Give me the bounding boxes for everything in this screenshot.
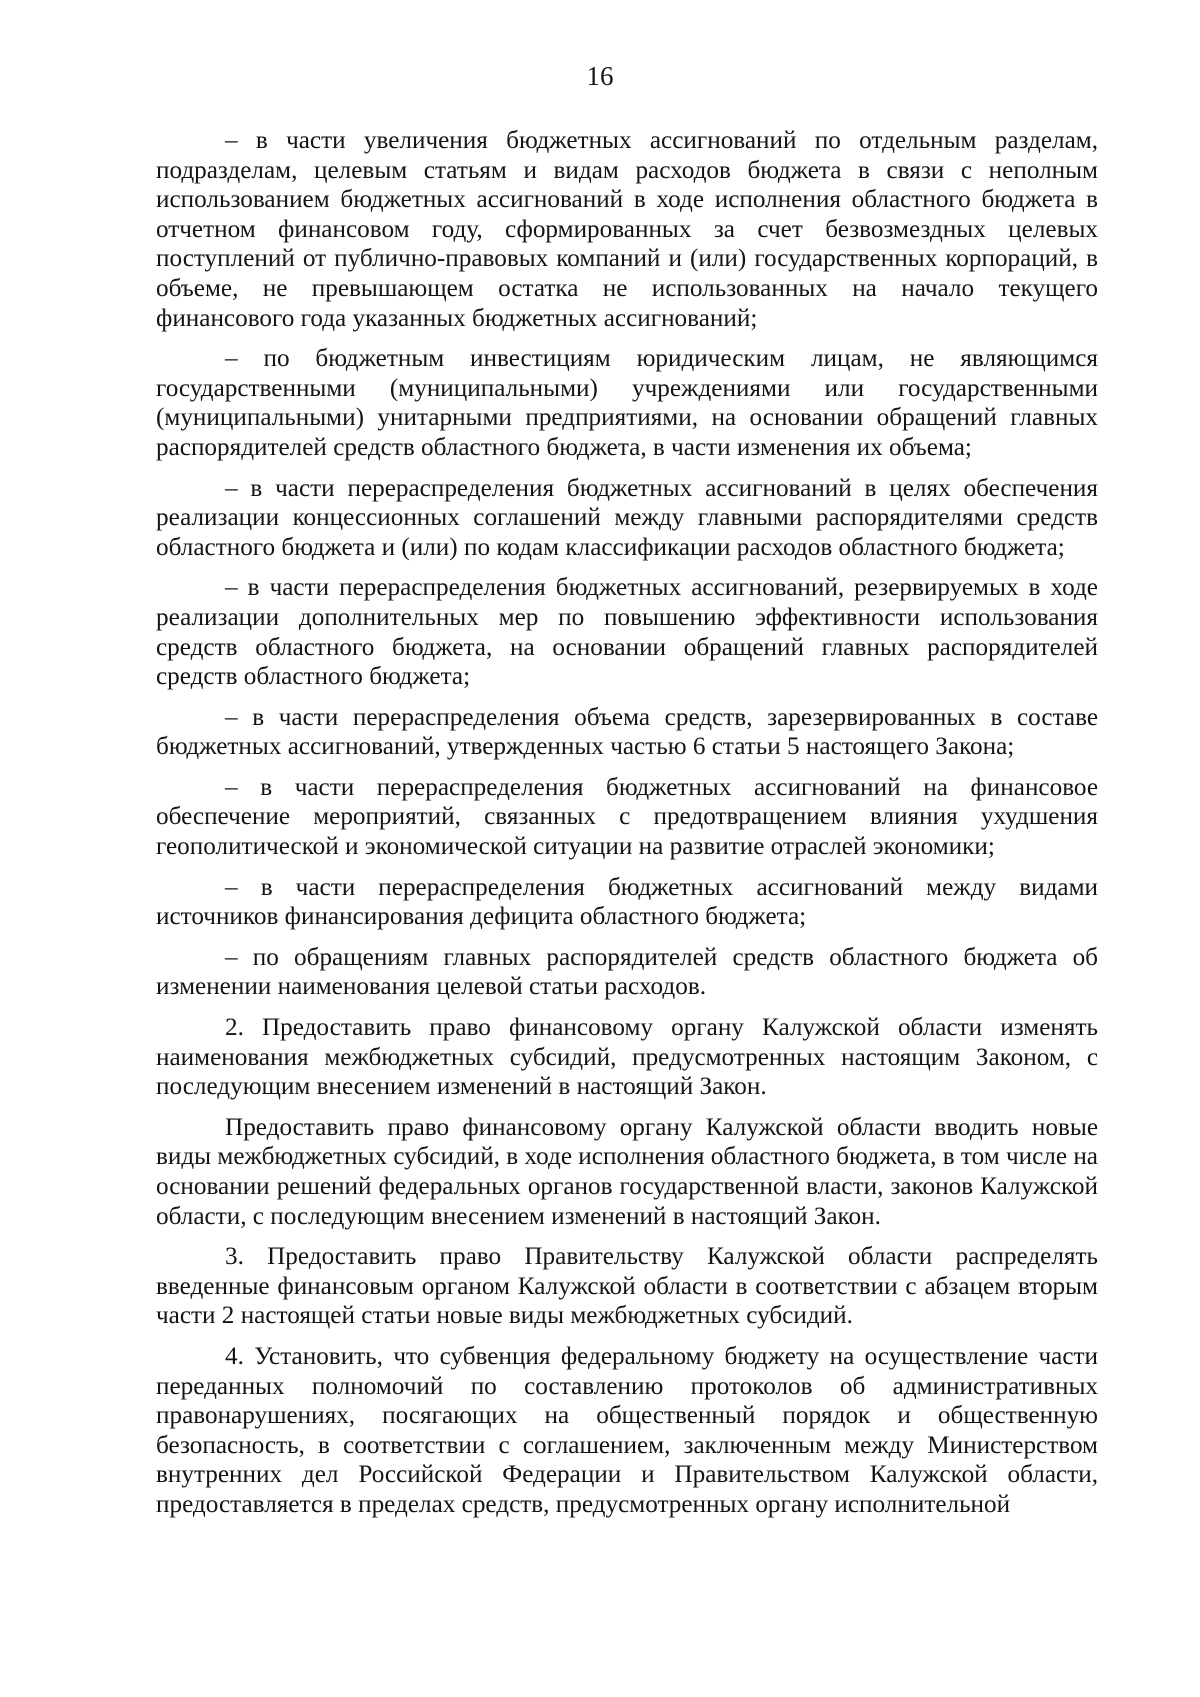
paragraph-reserved-allocations: – в части перераспределения бюджетных ассигнований, резервируемых в ходе реализации дополнительных мер по повышению эффективности использования средств областного бюджета, на основании обращений главных распорядителей средств областного бюджета;: [156, 574, 1098, 691]
page-number: 16: [586, 61, 614, 91]
paragraph-item-2: 2. Предоставить право финансовому органу Калужской области изменять наименования межбюджетных субсидий, предусмотренных настоящим Законом, с последующим внесением изменений в настоящий Закон.: [156, 1014, 1098, 1101]
paragraph-item-3: 3. Предоставить право Правительству Калужской области распределять введенные финансовым органом Калужской области в соответствии с абзацем вторым части 2 настоящей статьи новые виды межбюджетных субсидий.: [156, 1243, 1098, 1330]
paragraph-reserved-funds-article-5: – в части перераспределения объема средств, зарезервированных в составе бюджетных ассигнований, утвержденных частью 6 статьи 5 настоящего Закона;: [156, 703, 1098, 761]
paragraph-item-2-new-subsidies: Предоставить право финансовому органу Калужской области вводить новые виды межбюджетных субсидий, в ходе исполнения областного бюджета, в том числе на основании решений федеральных органов государственной власти, законов Калужской области, с последующим внесением изменений в настоящий Закон.: [156, 1113, 1098, 1230]
paragraph-geopolitical-measures: – в части перераспределения бюджетных ассигнований на финансовое обеспечение мероприятий, связанных с предотвращением влияния ухудшения геополитической и экономической ситуации на развитие отраслей экономики;: [156, 773, 1098, 861]
paragraph-budget-investments: – по бюджетным инвестициям юридическим лицам, не являющимся государственными (муниципальными) учреждениями или государственными (муниципальными) унитарными предприятиями, на основании обращений главных распорядителей средств областного бюджета, в части изменения их объема;: [156, 345, 1098, 461]
document-body: [156, 126, 1098, 1520]
paragraph-concession-agreements: – в части перераспределения бюджетных ассигнований в целях обеспечения реализации концессионных соглашений между главными распорядителями средств областного бюджета и (или) по кодам классификации расходов областного бюджета;: [156, 474, 1098, 561]
paragraph-deficit-financing-sources: – в части перераспределения бюджетных ассигнований между видами источников финансирования дефицита областного бюджета;: [156, 873, 1098, 931]
paragraph-target-article-rename: – по обращениям главных распорядителей средств областного бюджета об изменении наименования целевой статьи расходов.: [156, 943, 1098, 1001]
paragraph-budget-allocation-increase: – в части увеличения бюджетных ассигнований по отдельным разделам, подразделам, целевым статьям и видам расходов бюджета в связи с неполным использованием бюджетных ассигнований в ходе исполнения областного бюджета в отчетном финансовом году, сформированных за счет безвозмездных целевых поступлений от публично-правовых компаний и (или) государственных корпораций, в объеме, не превышающем остатка не использованных на начало текущего финансового года указанных бюджетных ассигнований;: [156, 127, 1098, 332]
paragraph-item-4: 4. Установить, что субвенция федеральному бюджету на осуществление части переданных полномочий по составлению протоколов об административных правонарушениях, посягающих на общественный порядок и общественную безопасность, в соответствии с соглашением, заключенным между Министерством внутренних дел Российской Федерации и Правительством Калужской области, предоставляется в пределах средств, предусмотренных органу исполнительной: [156, 1342, 1098, 1518]
